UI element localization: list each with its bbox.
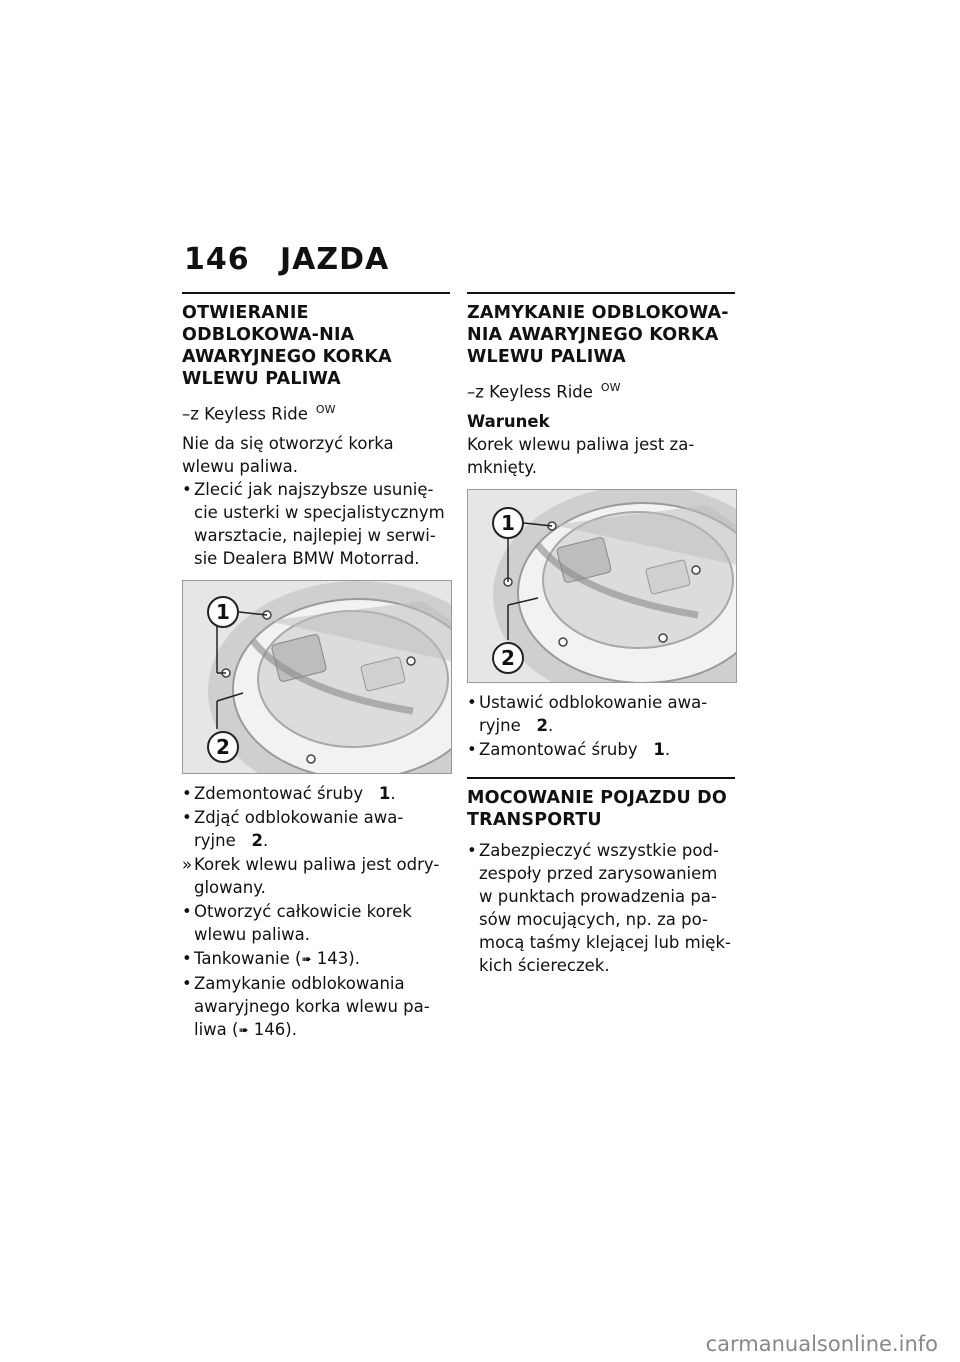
variant-code: OW <box>315 403 336 416</box>
section-title: OTWIERANIE ODBLOKOWA-NIA AWARYJNEGO KORKA WLEWU PALIWA <box>182 303 392 389</box>
callout-2: 2 <box>216 734 230 759</box>
fuel-cap-illustration <box>183 581 451 773</box>
list-item-tail: . <box>547 715 554 735</box>
list-item-tail: ). <box>285 1019 297 1039</box>
section-title: MOCOWANIE POJAZDU DO TRANSPORTU <box>467 787 727 830</box>
right-column <box>467 292 735 978</box>
list-item-text: Zabezpieczyć wszystkie pod-zespoły przed zarysowaniem w punktach prowadzenia pa-sów mocujących, np. za po-mocą taśmy klejącej lub mięk-kich ściereczek. <box>479 840 731 975</box>
list-item-text: Zdemontować śruby <box>194 783 364 803</box>
section-title: ZAMYKANIE ODBLOKOWA-NIA AWARYJNEGO KORKA WLEWU PALIWA <box>467 303 729 367</box>
list-item-tail: . <box>390 783 396 803</box>
list-item-text: Zamykanie odblokowania awaryjnego korka wlewu pa-liwa ( <box>194 973 430 1039</box>
left-column <box>182 292 450 1043</box>
list-item-tail: . <box>664 739 671 759</box>
steps-list <box>467 839 735 977</box>
bullet-mark: • <box>182 479 192 499</box>
list-item <box>467 839 735 977</box>
list-item-tail: . <box>262 830 269 850</box>
variant-text: –z Keyless Ride <box>182 404 308 424</box>
variant-note <box>467 376 735 404</box>
list-item <box>467 691 735 737</box>
bullet-mark: • <box>182 948 192 968</box>
list-item-text: Ustawić odblokowanie awa-ryjne <box>479 692 708 735</box>
page-ref-arrow-icon: ➠ <box>238 1022 249 1037</box>
section-divider <box>467 777 735 779</box>
variant-note <box>182 398 450 426</box>
bullet-mark: • <box>467 692 477 712</box>
reference-number: 1 <box>653 739 665 759</box>
list-item-text: Zdjąć odblokowanie awa-ryjne <box>194 807 404 850</box>
callout-1: 1 <box>216 599 230 624</box>
list-item-tail: ). <box>348 948 360 968</box>
reference-number: 2 <box>536 715 548 735</box>
list-item <box>182 478 450 570</box>
variant-code: OW <box>600 381 621 394</box>
list-item-text: Zlecić jak najszybsze usunię-cie usterki w specjalistycznym warsztacie, najlepiej w serwi-sie Dealera BMW Motorrad. <box>194 479 445 568</box>
bullet-mark: • <box>182 901 192 921</box>
page-ref-arrow-icon: ➠ <box>301 951 312 966</box>
list-item <box>182 853 450 899</box>
fuel-cap-figure <box>182 580 452 774</box>
fuel-cap-figure <box>467 489 737 683</box>
bullet-mark: • <box>182 783 192 803</box>
condition-text: Korek wlewu paliwa jest za-mknięty. <box>467 434 695 477</box>
list-item <box>182 972 450 1042</box>
steps-list <box>467 691 735 761</box>
list-item-text: Korek wlewu paliwa jest odry-glowany. <box>194 854 440 897</box>
fuel-cap-illustration <box>468 490 736 682</box>
bullet-list-top <box>182 478 450 570</box>
watermark: carmanualsonline.info <box>705 1332 938 1356</box>
bullet-mark: • <box>182 807 192 827</box>
page-reference-link[interactable]: 146 <box>253 1019 286 1039</box>
page-header <box>184 242 389 277</box>
page-number: 146 <box>184 242 250 277</box>
list-item-text: Tankowanie ( <box>194 948 302 968</box>
bullet-mark: • <box>182 973 192 993</box>
list-item <box>467 738 735 761</box>
page-reference-link[interactable]: 143 <box>316 948 349 968</box>
bullet-mark: • <box>467 739 477 759</box>
callout-1: 1 <box>501 510 515 535</box>
list-item <box>182 947 450 971</box>
list-item-text: Zamontować śruby <box>479 739 638 759</box>
callout-2: 2 <box>501 645 515 670</box>
steps-list <box>182 782 450 1042</box>
chapter-title: JAZDA <box>280 242 390 277</box>
reference-number: 1 <box>378 783 391 803</box>
section-divider <box>467 292 735 294</box>
variant-text: –z Keyless Ride <box>467 382 593 402</box>
list-item <box>182 782 450 805</box>
intro-text: Nie da się otworzyć korka wlewu paliwa. <box>182 433 394 476</box>
section-divider <box>182 292 450 294</box>
result-mark: » <box>182 854 193 874</box>
condition-label: Warunek <box>467 411 550 431</box>
bullet-mark: • <box>467 840 477 860</box>
list-item <box>182 806 450 852</box>
reference-number: 2 <box>251 830 263 850</box>
list-item-text: Otworzyć całkowicie korek wlewu paliwa. <box>194 901 412 944</box>
list-item <box>182 900 450 946</box>
